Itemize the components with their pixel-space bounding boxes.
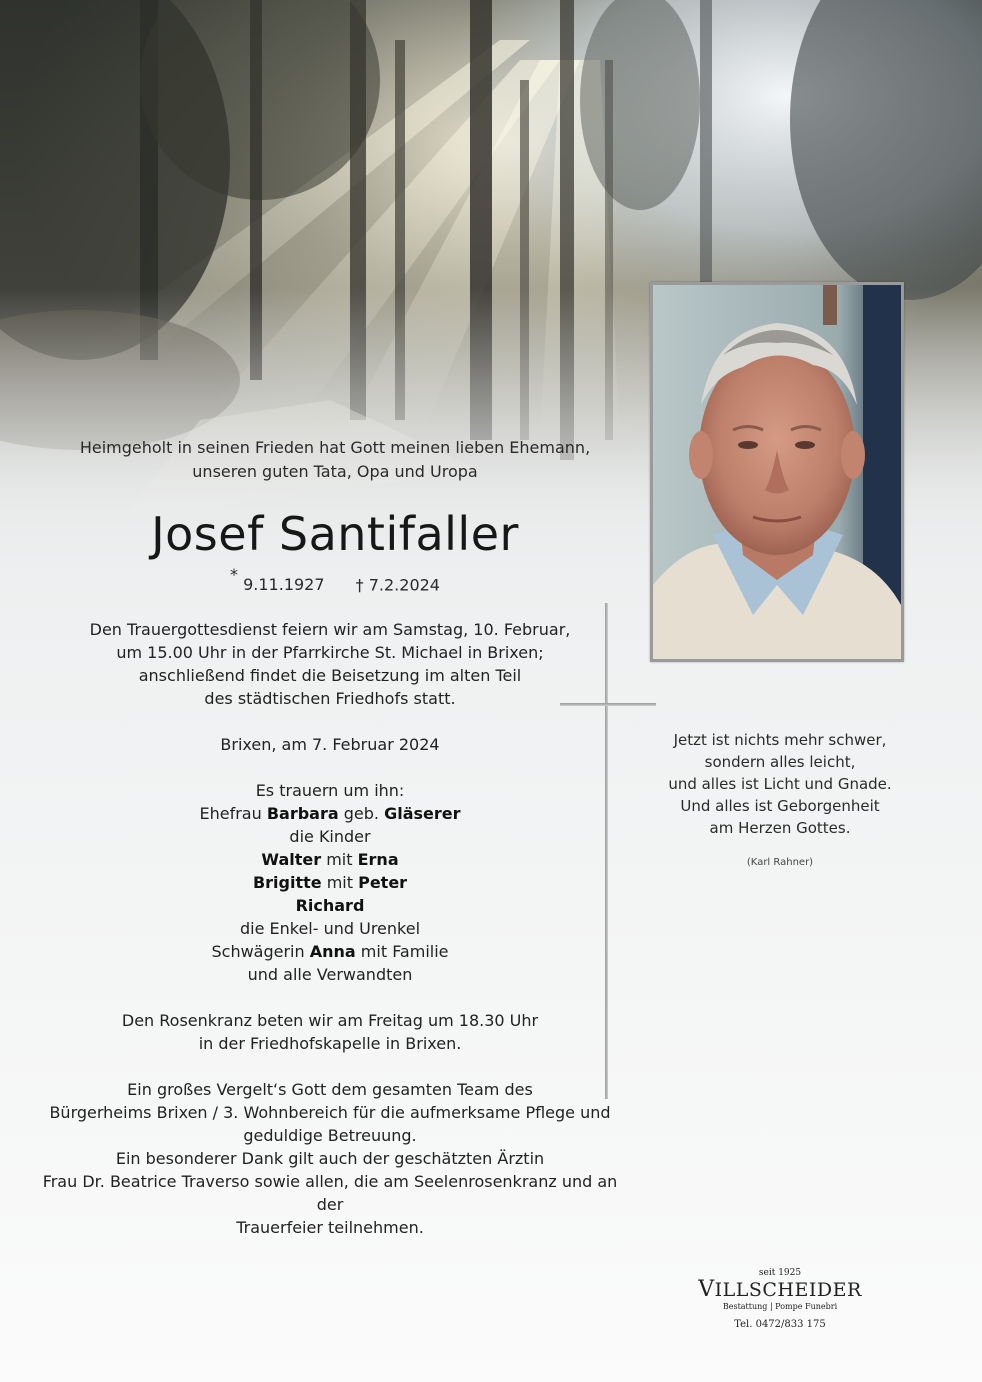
- thanks-line: Ein besonderer Dank gilt auch der geschätzten Ärztin: [115, 1149, 545, 1168]
- poem-line: am Herzen Gottes.: [709, 819, 851, 837]
- mourner-child: Brigitte mit Peter: [252, 873, 408, 892]
- thanks-line: Trauerfeier teilnehmen.: [236, 1218, 424, 1237]
- intro-text: [60, 436, 610, 484]
- children-label: die Kinder: [289, 827, 371, 846]
- logo-since: seit 1925: [758, 1268, 802, 1278]
- intro-line: Heimgeholt in seinen Frieden hat Gott meinen lieben Ehemann,: [79, 438, 591, 457]
- death-symbol: †: [355, 575, 364, 595]
- poem-author: (Karl Rahner): [746, 857, 814, 868]
- birth-date-group: [230, 565, 325, 595]
- life-dates: [60, 565, 610, 596]
- funeral-line: des städtischen Friedhofs statt.: [204, 689, 456, 708]
- main-text: [30, 618, 630, 1239]
- cross-horizontal-bar: [560, 703, 656, 706]
- mourner-sister-in-law: Schwägerin Anna mit Familie: [211, 942, 449, 961]
- grandchildren-line: die Enkel- und Urenkel: [239, 919, 421, 938]
- mourners-heading: Es trauern um ihn:: [255, 781, 405, 800]
- relatives-line: und alle Verwandten: [247, 965, 413, 984]
- poem: [640, 729, 920, 871]
- poem-line: Und alles ist Geborgenheit: [680, 797, 880, 815]
- cross-vertical-bar: [605, 603, 608, 1099]
- thanks-line: Bürgerheims Brixen / 3. Wohnbereich für die aufmerksame Pflege und: [49, 1103, 611, 1122]
- poem-line: und alles ist Licht und Gnade.: [668, 775, 892, 793]
- rosary-line: Den Rosenkranz beten wir am Freitag um 18.30 Uhr: [121, 1011, 539, 1030]
- poem-line: sondern alles leicht,: [704, 753, 856, 771]
- thanks-line: Ein großes Vergelt‘s Gott dem gesamten Team des: [127, 1080, 533, 1099]
- logo-subtitle: Bestattung | Pompe Funebri: [722, 1302, 838, 1311]
- mourner-wife: Ehefrau Barbara geb. Gläserer: [199, 804, 461, 823]
- mourner-child: Richard: [295, 896, 365, 915]
- funeral-home-logo: [690, 1268, 870, 1333]
- logo-brand: VILLSCHEIDER: [698, 1277, 862, 1302]
- death-date-group: [356, 575, 440, 594]
- intro-line: unseren guten Tata, Opa und Uropa: [192, 462, 478, 481]
- deceased-name: Josef Santifaller: [151, 507, 519, 561]
- mourner-child: Walter mit Erna: [261, 850, 399, 869]
- logo-phone: Tel. 0472/833 175: [734, 1319, 826, 1330]
- thanks-line: Frau Dr. Beatrice Traverso sowie allen, die am Seelenrosenkranz und an der: [42, 1172, 618, 1214]
- funeral-line: Den Trauergottesdienst feiern wir am Samstag, 10. Februar,: [89, 620, 571, 639]
- portrait-image: [653, 285, 901, 659]
- thanks-line: geduldige Betreuung.: [243, 1126, 417, 1145]
- birth-date: 9.11.1927: [243, 575, 325, 595]
- place-date: Brixen, am 7. Februar 2024: [220, 735, 440, 754]
- funeral-line: um 15.00 Uhr in der Pfarrkirche St. Michael in Brixen;: [116, 643, 544, 662]
- poem-line: Jetzt ist nichts mehr schwer,: [673, 731, 887, 749]
- rosary-line: in der Friedhofskapelle in Brixen.: [198, 1034, 462, 1053]
- funeral-line: anschließend findet die Beisetzung im alten Teil: [138, 666, 522, 685]
- portrait-photo: [650, 282, 904, 662]
- birth-symbol: *: [230, 565, 239, 584]
- death-date: 7.2.2024: [368, 575, 440, 595]
